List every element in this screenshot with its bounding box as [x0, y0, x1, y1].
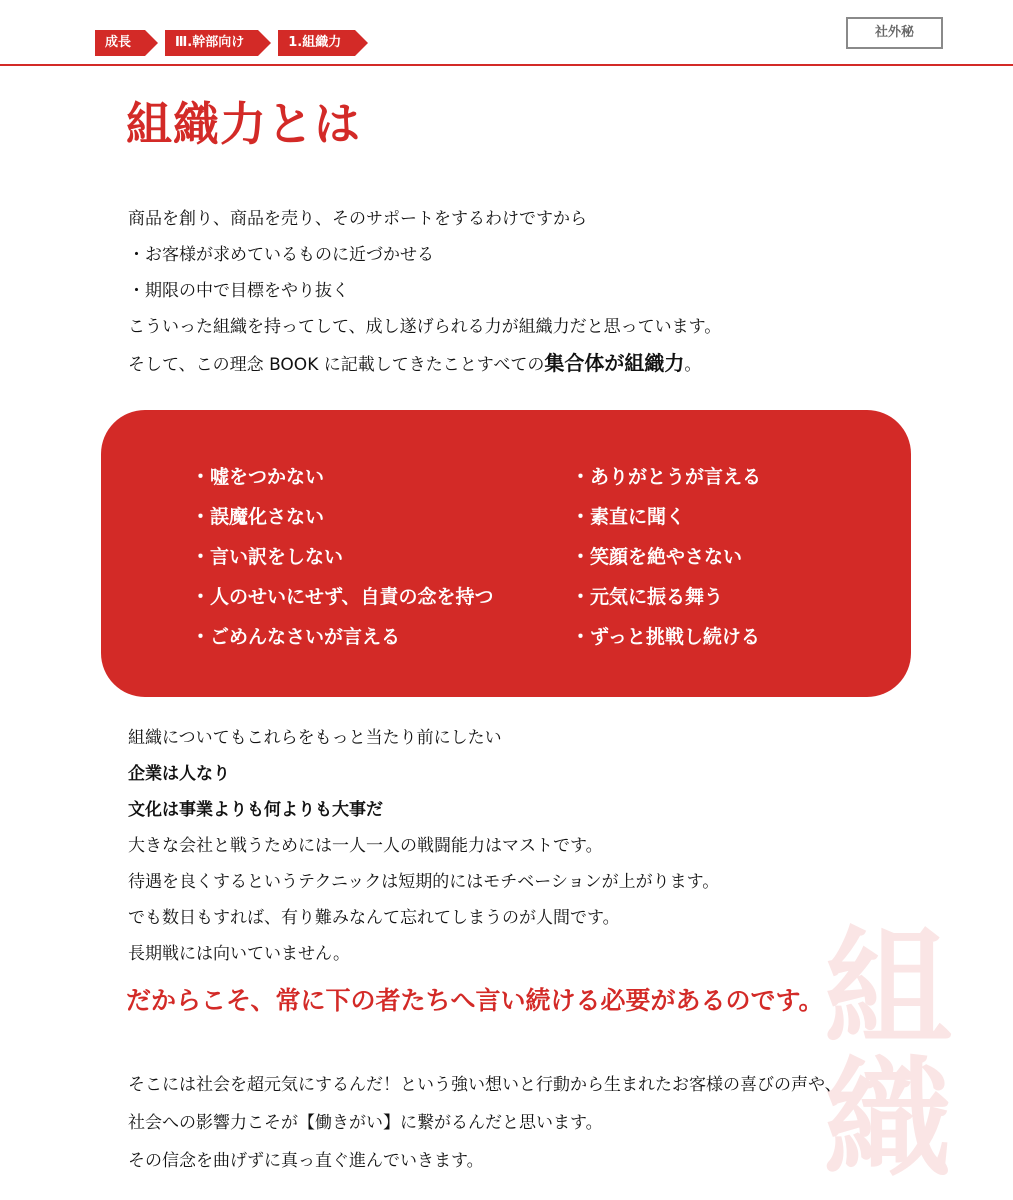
body-paragraph — [128, 720, 948, 972]
intro-bullet: ・お客様が求めているものに近づかせる — [128, 245, 434, 265]
emphasis-statement: だからこそ、常に下の者たちへ言い続ける必要があるのです。 — [126, 986, 824, 1015]
closing-line: そこには社会を超元気にするんだ！という強い想いと行動から生まれたお客様の喜びの声や、 — [128, 1075, 842, 1095]
principle-item: ・嘘をつかない — [191, 466, 325, 488]
breadcrumb-item-executives[interactable]: Ⅲ.幹部向け — [165, 30, 258, 56]
intro-line: 商品を創り、商品を売り、そのサポートをするわけですから — [128, 209, 587, 229]
body-line: でも数日もすれば、有り難みなんて忘れてしまうのが人間です。 — [128, 908, 620, 928]
closing-line: 社会への影響力こそが【働きがい】に繋がるんだと思います。 — [128, 1113, 603, 1133]
breadcrumb-item-growth[interactable]: 成長 — [95, 30, 145, 56]
closing-line: その信念を曲げずに真っ直ぐ進んでいきます。 — [128, 1151, 484, 1171]
page-title: 組織力とは — [126, 97, 361, 151]
watermark-char: 織 — [823, 1045, 952, 1194]
principle-item: ・人のせいにせず、自責の念を持つ — [191, 586, 494, 608]
body-line: 長期戦には向いていません。 — [128, 944, 351, 964]
intro-summary-line — [128, 345, 948, 381]
intro-summary-emphasis: 集合体が組織力 — [544, 351, 685, 375]
principle-item: ・元気に振る舞う — [571, 586, 724, 608]
principles-left-column — [191, 457, 493, 657]
principles-box — [101, 410, 911, 697]
watermark-char: 組 — [823, 915, 952, 1064]
intro-bullet: ・期限の中で目標をやり抜く — [128, 281, 349, 301]
principle-item: ・ごめんなさいが言える — [191, 626, 401, 648]
confidential-badge: 社外秘 — [846, 17, 943, 49]
body-line: 待遇を良くするというテクニックは短期的にはモチベーションが上がります。 — [128, 872, 720, 892]
intro-summary-suffix: 。 — [684, 355, 702, 375]
body-bold-line: 文化は事業よりも何よりも大事だ — [128, 800, 383, 820]
intro-summary-prefix: そして、この理念 BOOK に記載してきたことすべての — [128, 355, 545, 375]
intro-paragraph — [128, 201, 948, 381]
closing-paragraph — [128, 1066, 948, 1180]
breadcrumb — [95, 30, 375, 56]
principle-item: ・素直に聞く — [571, 506, 686, 528]
principle-item: ・笑顔を絶やさない — [571, 546, 743, 568]
breadcrumb-item-organization[interactable]: 1.組織力 — [278, 30, 355, 56]
header-bar — [0, 0, 1013, 66]
intro-line: こういった組織を持ってして、成し遂げられる力が組織力だと思っています。 — [128, 317, 722, 337]
body-bold-line: 企業は人なり — [128, 764, 230, 784]
principles-right-column — [571, 457, 761, 657]
body-line: 組織についてもこれらをもっと当たり前にしたい — [128, 728, 502, 748]
principle-item: ・誤魔化さない — [191, 506, 325, 528]
principle-item: ・ありがとうが言える — [571, 466, 762, 488]
body-line: 大きな会社と戦うためには一人一人の戦闘能力はマストです。 — [128, 836, 603, 856]
principle-item: ・ずっと挑戦し続ける — [571, 626, 760, 648]
principle-item: ・言い訳をしない — [191, 546, 344, 568]
